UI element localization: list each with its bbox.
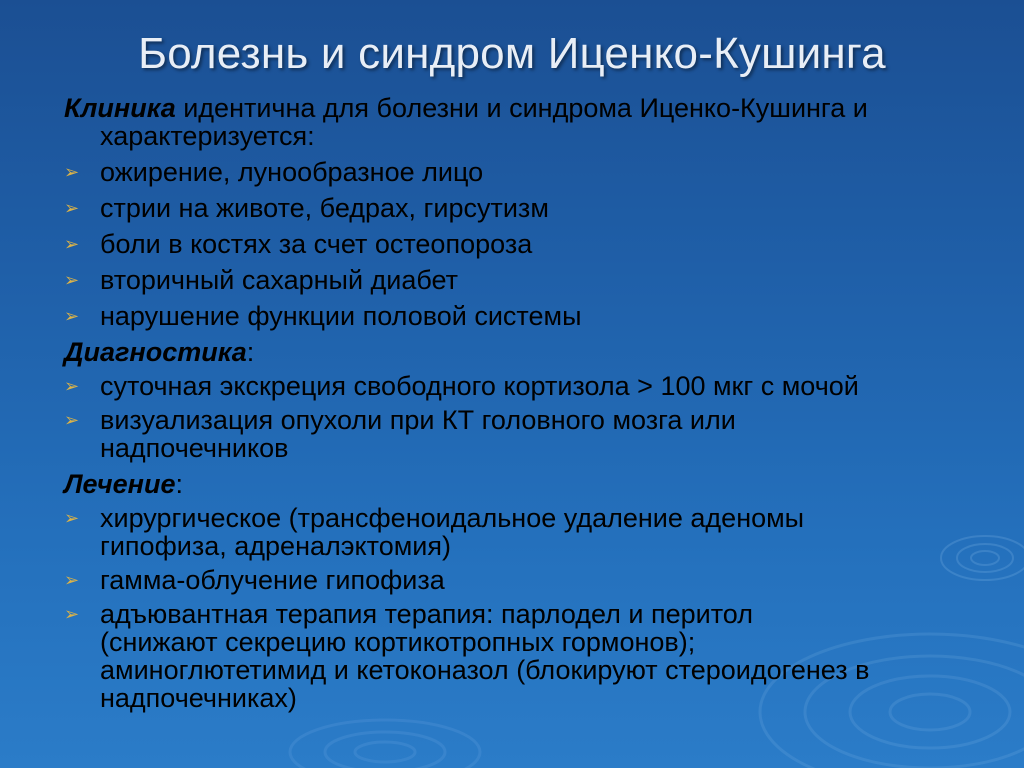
- diagnostics-label: Диагностика: [64, 337, 247, 367]
- list-item: ➢ стрии на животе, бедрах, гирсутизм: [64, 193, 549, 223]
- clinic-intro-continuation: характеризуется:: [100, 121, 315, 151]
- list-item: ➢ адъювантная терапия терапия: парлодел и перитол (снижают секрецию кортикотропных гормонов); аминоглютетимид и кетоконазол (блокируют стероидогенез в надпочечниках): [64, 599, 870, 713]
- diagnostics-list: [64, 372, 984, 462]
- slide-title: Болезнь и синдром Иценко-Кушинга: [138, 29, 886, 78]
- list-item: ➢ вторичный сахарный диабет: [64, 265, 459, 295]
- slide-body: [64, 94, 984, 712]
- treatment-heading: Лечение:: [64, 469, 183, 499]
- arrow-bullet-icon: ➢: [64, 162, 80, 182]
- list-item: ➢ гамма-облучение гипофиза: [64, 565, 445, 595]
- arrow-bullet-icon: ➢: [64, 570, 80, 590]
- list-item: ➢ нарушение функции половой системы: [64, 301, 582, 331]
- list-item: ➢ визуализация опухоли при КТ головного мозга или надпочечников: [64, 405, 736, 463]
- clinic-label: Клиника: [64, 93, 176, 123]
- arrow-bullet-icon: ➢: [64, 270, 80, 290]
- arrow-bullet-icon: ➢: [64, 604, 80, 624]
- list-item: ➢ хирургическое (трансфеноидальное удаление аденомы гипофиза, адреналэктомия): [64, 503, 805, 561]
- arrow-bullet-icon: ➢: [64, 508, 80, 528]
- arrow-bullet-icon: ➢: [64, 306, 80, 326]
- treatment-list: [64, 504, 984, 712]
- list-item: ➢ боли в костях за счет остеопороза: [64, 229, 533, 259]
- clinic-heading: [64, 94, 984, 122]
- arrow-bullet-icon: ➢: [64, 198, 80, 218]
- arrow-bullet-icon: ➢: [64, 410, 80, 430]
- arrow-bullet-icon: ➢: [64, 376, 80, 396]
- arrow-bullet-icon: ➢: [64, 234, 80, 254]
- clinic-symptom-list: [64, 158, 984, 330]
- clinic-intro-text: идентична для болезни и синдрома Иценко-Кушинга и: [175, 93, 868, 123]
- list-item: ➢ ожирение, лунообразное лицо: [64, 157, 484, 187]
- list-item: ➢ суточная экскреция свободного кортизола > 100 мкг с мочой: [64, 371, 859, 401]
- diagnostics-heading: Диагностика:: [64, 337, 255, 367]
- treatment-label: Лечение: [64, 469, 176, 499]
